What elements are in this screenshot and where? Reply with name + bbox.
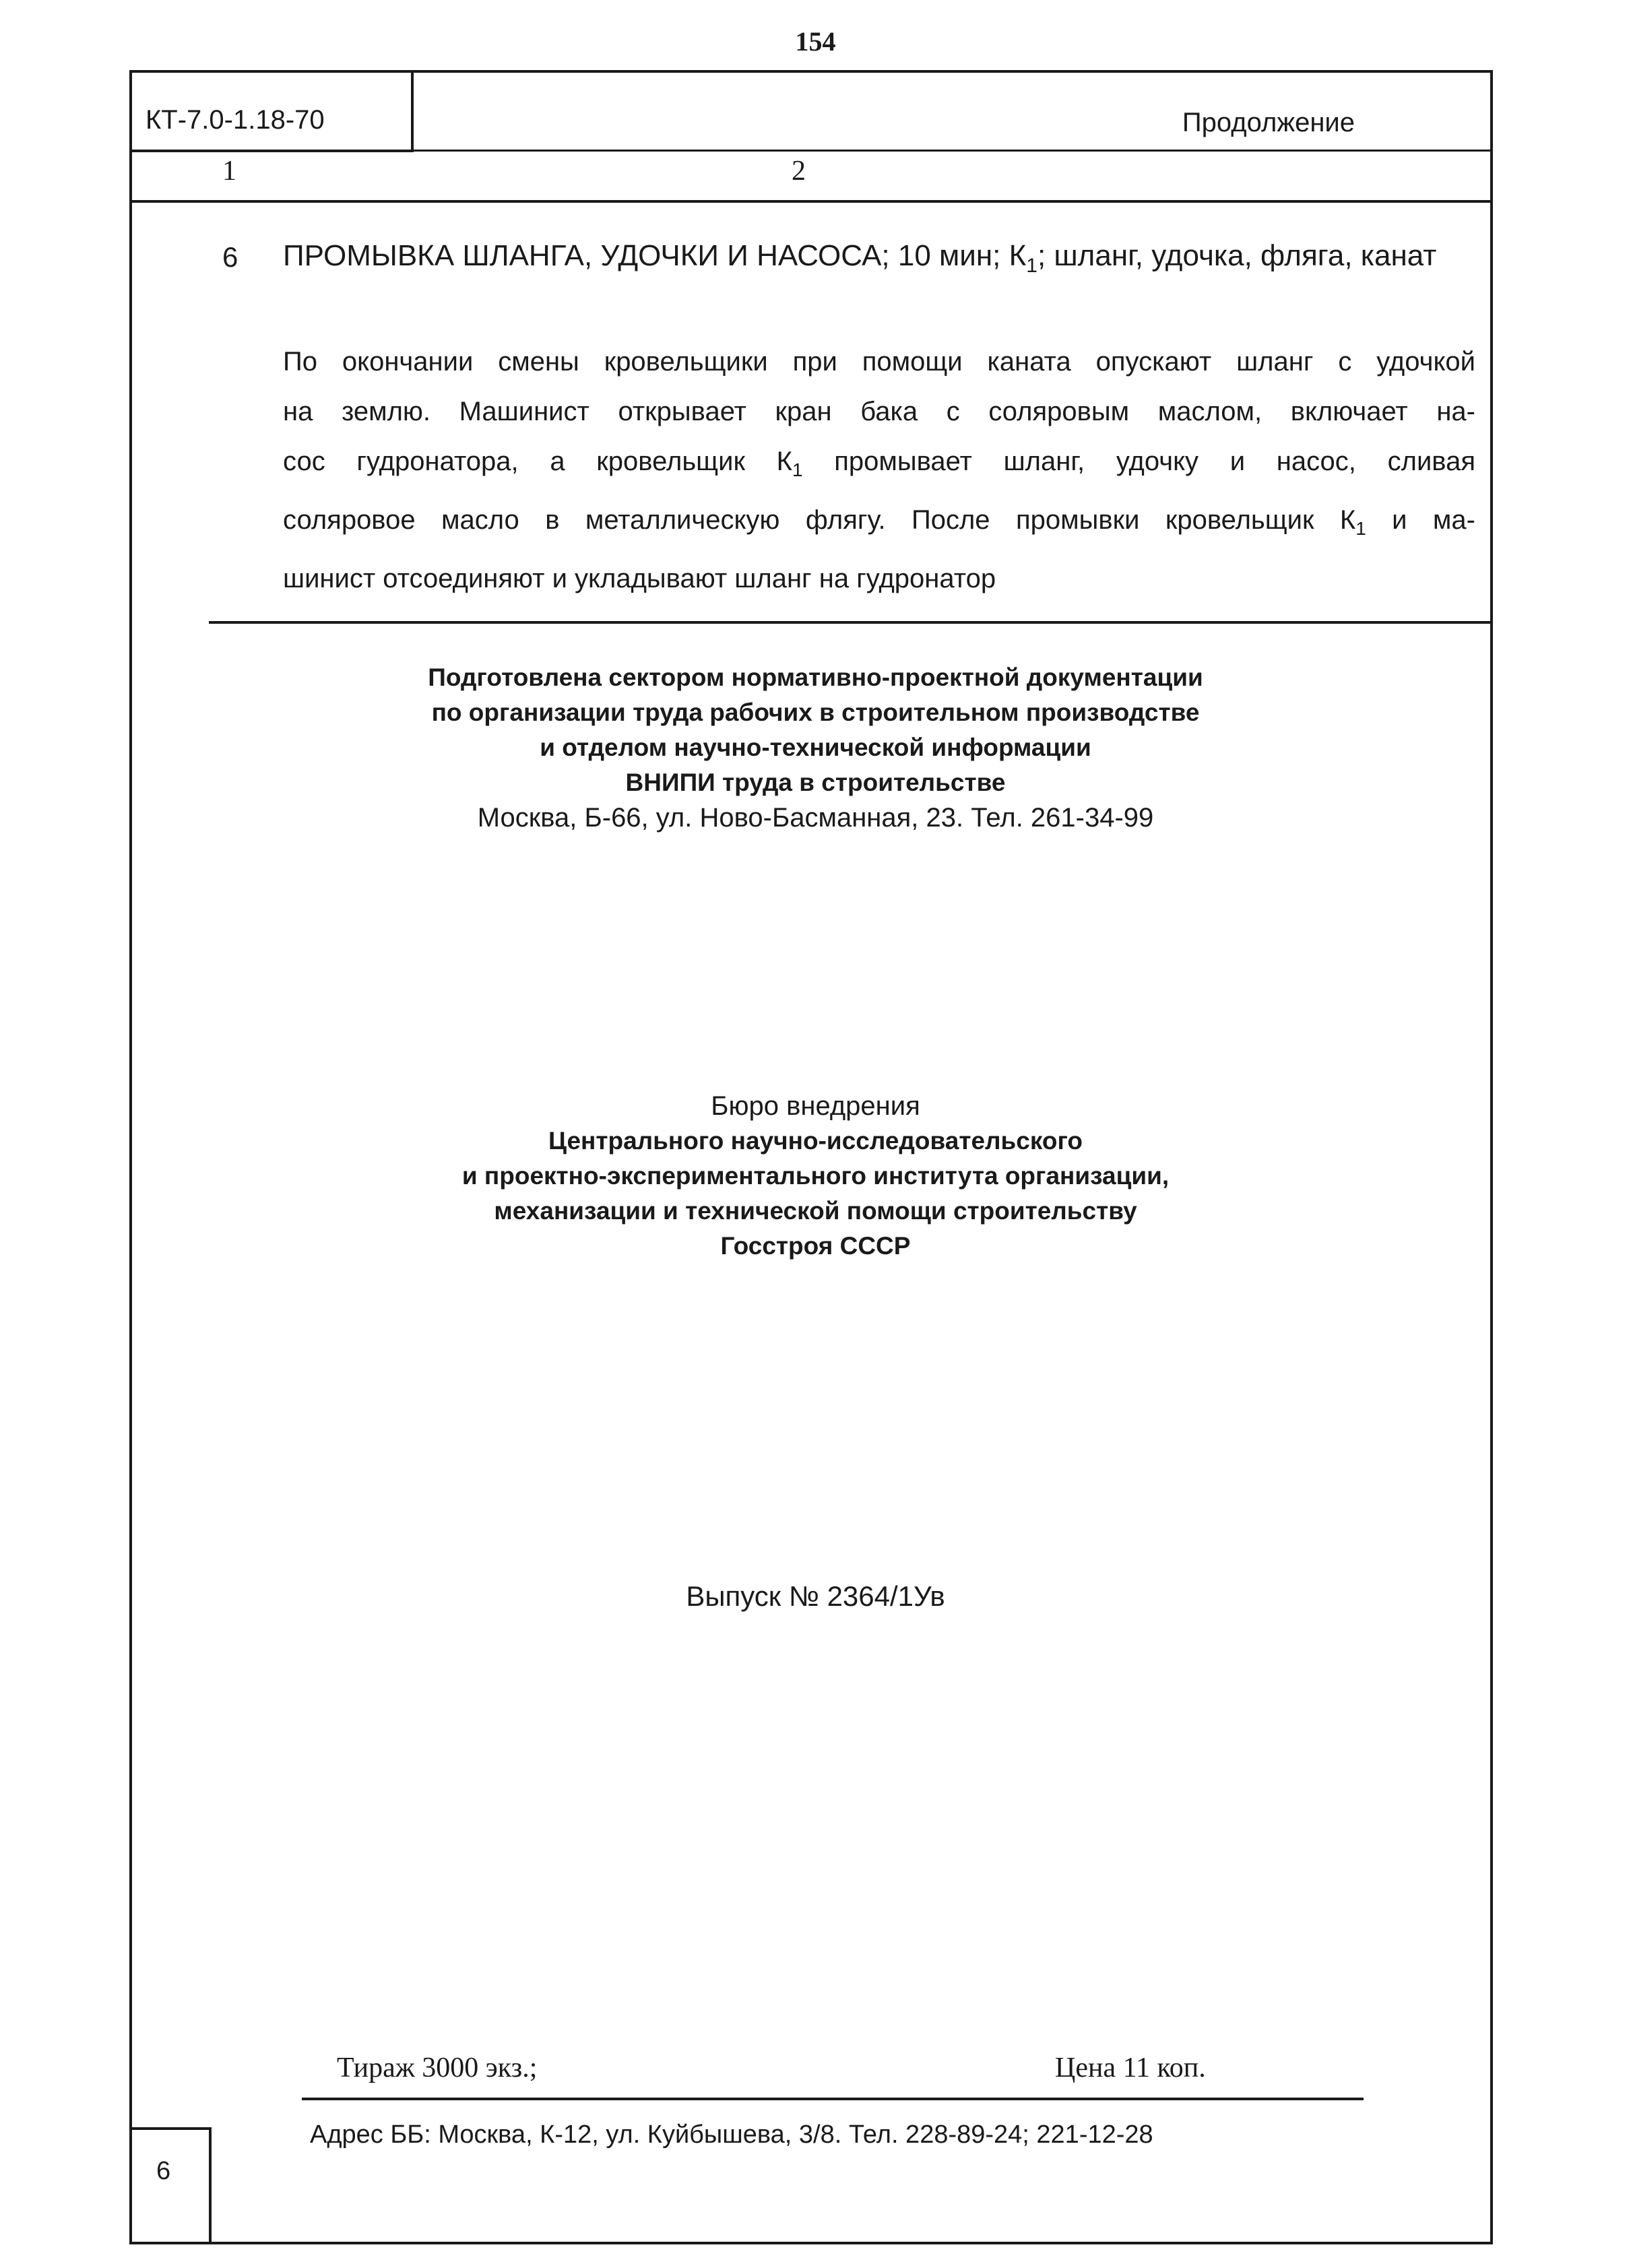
description-line-2: на землю. Машинист открывает кран бака с соляровым маслом, включает на- [283, 397, 1475, 426]
bureau-line-3: и проектно-экспериментального института организации, [461, 1162, 1170, 1190]
description-line-4 [283, 495, 1475, 554]
operation-number: 6 [222, 241, 238, 273]
bureau-line-2: Центрального научно-исследовательского [548, 1127, 1083, 1155]
operation-description [283, 337, 1475, 604]
operation-title [283, 237, 1489, 285]
description-line-4a: соляровое масло в металлическую флягу. После промывки кровельщик К [283, 505, 1356, 535]
bureau-line-1: Бюро внедрения [711, 1091, 920, 1121]
description-line-4-sub: 1 [1355, 518, 1366, 539]
bureau-address: Адрес ББ: Москва, К-12, ул. Куйбышева, 3/8. Тел. 228-89-24; 221-12-28 [310, 2120, 1153, 2149]
prepared-line-2: по организации труда рабочих в строительном производстве [431, 699, 1200, 726]
operation-title-sub: 1 [1026, 254, 1037, 277]
price: Цена 11 коп. [1055, 2052, 1206, 2083]
continuation-label: Продолжение [1182, 108, 1355, 137]
page-number: 154 [795, 26, 836, 57]
prepared-line-4: ВНИПИ труда в строительстве [625, 769, 1006, 796]
operation-title-part1: ПРОМЫВКА ШЛАНГА, УДОЧКИ И НАСОСА; 10 мин; К [283, 239, 1027, 272]
description-line-3a: сос гудронатора, а кровельщик К [283, 447, 792, 476]
description-line-5: шинист отсоединяют и укладывают шланг на гудронатор [283, 564, 996, 593]
issue-number: Выпуск № 2364/1Ув [686, 1580, 945, 1612]
prepared-line-3: и отделом научно-технической информации [540, 734, 1091, 761]
header-rule-top [414, 150, 1493, 152]
description-line-4b: и ма- [1366, 505, 1475, 535]
sheet-number: 6 [129, 2127, 212, 2244]
prepared-address: Москва, Б-66, ул. Ново-Басманная, 23. Тел. 261-34-99 [477, 803, 1154, 833]
table-end-rule [209, 621, 1493, 624]
description-line-3b: промывает шланг, удочку и насос, сливая [802, 447, 1475, 476]
description-line-3-sub: 1 [792, 459, 803, 480]
description-line-3 [283, 436, 1475, 495]
operation-title-part2: ; шланг, удочка, фляга, канат [1037, 239, 1437, 272]
circulation: Тираж 3000 экз.; [337, 2052, 538, 2083]
prepared-by-block [0, 660, 1631, 835]
description-line-1: По окончании смены кровельщики при помощи каната опускают шланг с удочкой [283, 347, 1475, 377]
bureau-block [0, 1089, 1631, 1264]
doc-code: КТ-7.0-1.18-70 [129, 70, 414, 152]
header-rule-bottom [129, 200, 1493, 203]
footer-rule [302, 2098, 1364, 2100]
bureau-line-4: механизации и технической помощи строительству [494, 1197, 1137, 1225]
column-header-2: 2 [792, 156, 806, 187]
bureau-line-5: Госстроя СССР [720, 1232, 911, 1260]
prepared-line-1: Подготовлена сектором нормативно-проектной документации [428, 663, 1203, 691]
column-header-1: 1 [222, 156, 236, 187]
